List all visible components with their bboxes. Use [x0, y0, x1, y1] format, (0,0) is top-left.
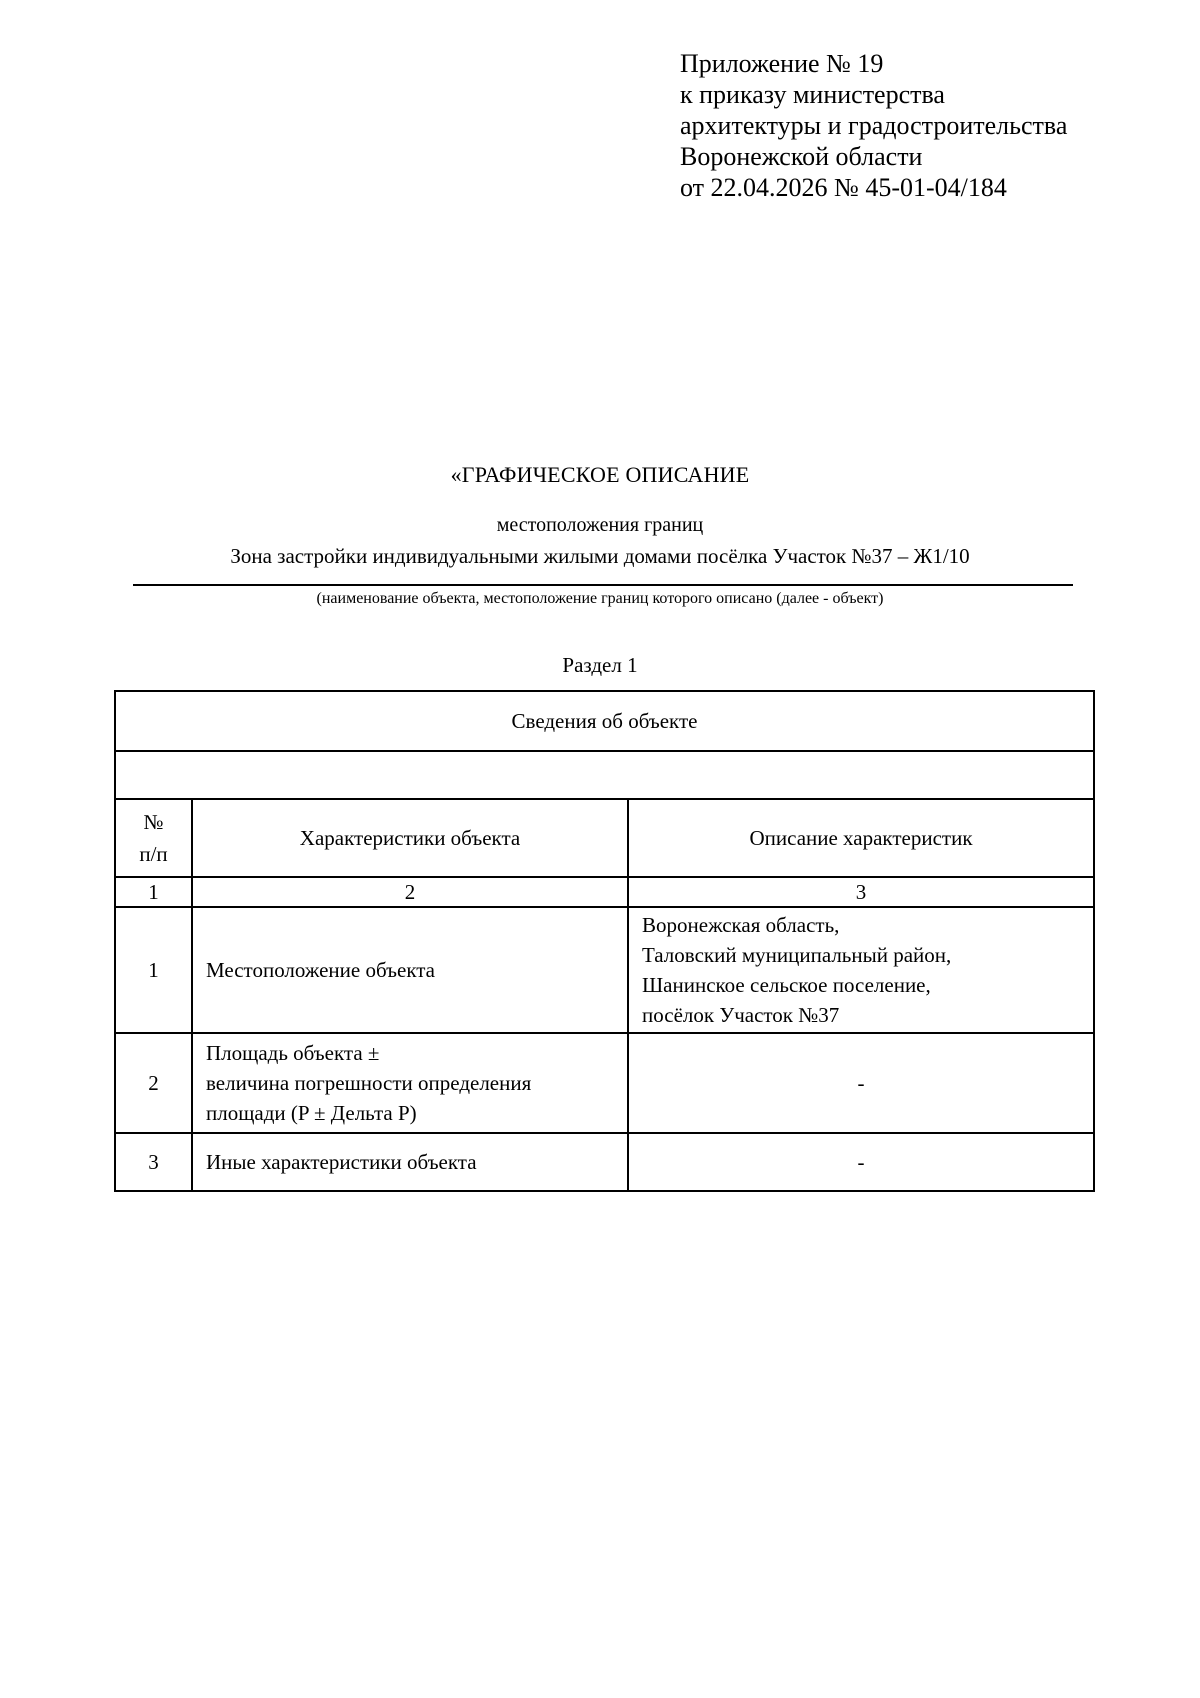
row-characteristic	[192, 1033, 628, 1133]
appendix-line: к приказу министерства	[680, 80, 945, 109]
table-heading: Сведения об объекте	[115, 691, 1094, 751]
document-subtitle: местоположения границ	[496, 514, 704, 536]
column-header-characteristics: Характеристики объекта	[192, 799, 628, 877]
description-line: Шанинское сельское поселение,	[642, 973, 931, 997]
row-description	[628, 907, 1094, 1033]
column-header-number-line: п/п	[139, 842, 168, 866]
description-line: Таловский муниципальный район,	[642, 943, 952, 967]
table-row	[115, 1033, 1094, 1133]
object-name-caption: (наименование объекта, местоположение границ которого описано (далее - объект)	[316, 590, 884, 607]
characteristic-line: Площадь объекта ±	[206, 1041, 380, 1065]
appendix-header	[680, 48, 1067, 203]
column-index: 3	[628, 877, 1094, 907]
row-characteristic: Иные характеристики объекта	[192, 1133, 628, 1191]
column-header-number-line: №	[143, 810, 164, 834]
appendix-line: Воронежской области	[680, 142, 923, 171]
row-number: 3	[115, 1133, 192, 1191]
section-label: Раздел 1	[562, 653, 638, 677]
row-number: 1	[115, 907, 192, 1033]
column-header-number	[115, 799, 192, 877]
appendix-line: от 22.04.2026 № 45-01-04/184	[680, 173, 1007, 202]
column-index: 2	[192, 877, 628, 907]
document-title: «ГРАФИЧЕСКОЕ ОПИСАНИЕ	[450, 462, 750, 487]
column-header-description: Описание характеристик	[628, 799, 1094, 877]
row-description: -	[628, 1133, 1094, 1191]
characteristic-line: величина погрешности определения	[206, 1071, 532, 1095]
object-name: Зона застройки индивидуальными жилыми домами посёлка Участок №37 – Ж1/10	[230, 544, 970, 568]
description-line: Воронежская область,	[642, 913, 840, 937]
appendix-line: Приложение № 19	[680, 49, 884, 78]
column-index: 1	[115, 877, 192, 907]
description-line: посёлок Участок №37	[642, 1003, 840, 1027]
underline-rule	[133, 584, 1073, 586]
row-description: -	[628, 1033, 1094, 1133]
appendix-line: архитектуры и градостроительства	[680, 111, 1068, 140]
row-number: 2	[115, 1033, 192, 1133]
table-row	[115, 907, 1094, 1033]
table-row	[115, 1133, 1094, 1191]
table-blank-row	[115, 751, 1094, 799]
object-info-table	[114, 690, 1095, 1192]
characteristic-line: площади (P ± Дельта P)	[206, 1101, 417, 1125]
row-characteristic: Местоположение объекта	[192, 907, 628, 1033]
